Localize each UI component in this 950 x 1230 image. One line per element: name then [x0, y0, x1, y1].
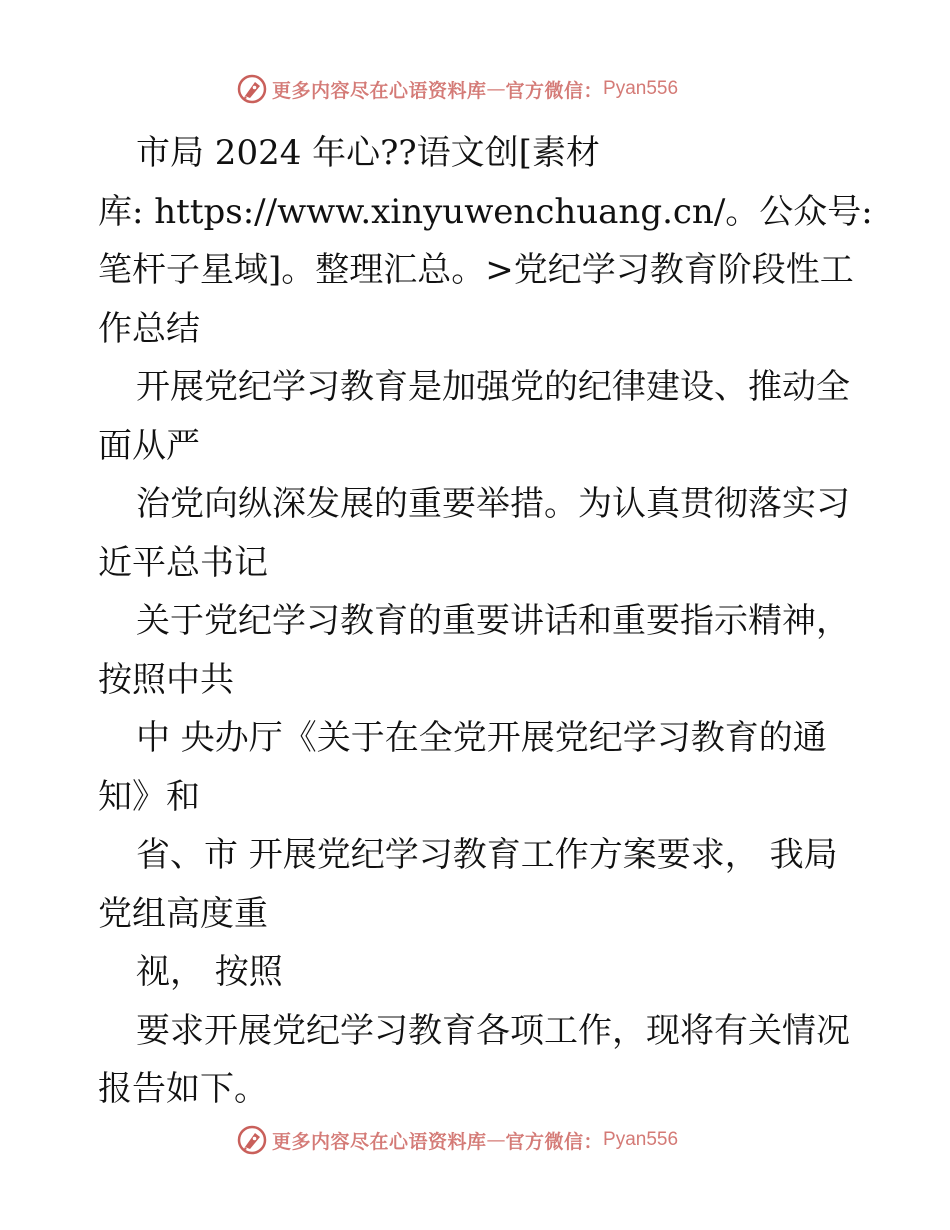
paragraph-line: 要求开展党纪学习教育各项工作，现将有关情况: [136, 1010, 850, 1051]
watermark-separator: —: [486, 1129, 506, 1151]
watermark-contact-id: Pyan556: [603, 1129, 679, 1150]
pen-nib-logo-icon: [236, 1124, 268, 1156]
paragraph-line: 党组高度重: [98, 893, 268, 934]
paragraph-line: 中 央办厅《关于在全党开展党纪学习教育的通: [136, 718, 827, 758]
document-title-end-line: 作总结: [98, 308, 200, 349]
paragraph-line: 面从严: [98, 425, 200, 466]
document-line: 库: https://www.xinyuwenchuang.cn/。公众号:: [98, 191, 873, 232]
paragraph-line: 近平总书记: [98, 542, 268, 583]
document-line: 市局 2024 年心??语文创[素材: [136, 133, 600, 173]
paragraph-line: 开展党纪学习教育是加强党的纪律建设、推动全: [136, 367, 850, 407]
paragraph-line: 治党向纵深发展的重要举措。为认真贯彻落实习: [136, 484, 850, 524]
document-body: [98, 124, 873, 1119]
header-watermark: [236, 72, 678, 106]
paragraph-line: 知》和: [98, 776, 200, 817]
paragraph-line: 省、市 开展党纪学习教育工作方案要求， 我局: [136, 835, 838, 875]
paragraph-line: 报告如下。: [98, 1069, 268, 1109]
document-line: 笔杆子星域]。整理汇总。>党纪学习教育阶段性工: [98, 250, 854, 290]
pen-nib-logo-icon: [236, 73, 268, 105]
watermark-title: 更多内容尽在心语资料库: [272, 79, 487, 102]
watermark-title: 更多内容尽在心语资料库: [272, 1130, 487, 1153]
paragraph-line: 按照中共: [98, 659, 234, 700]
paragraph-line: 视， 按照: [136, 952, 283, 992]
paragraph-line: 关于党纪学习教育的重要讲话和重要指示精神，: [136, 601, 850, 641]
watermark-contact-id: Pyan556: [603, 78, 679, 99]
watermark-contact-label: 官方微信：: [505, 1130, 604, 1153]
watermark-contact-label: 官方微信：: [505, 79, 604, 102]
footer-watermark: [236, 1123, 678, 1157]
watermark-separator: —: [486, 78, 506, 100]
